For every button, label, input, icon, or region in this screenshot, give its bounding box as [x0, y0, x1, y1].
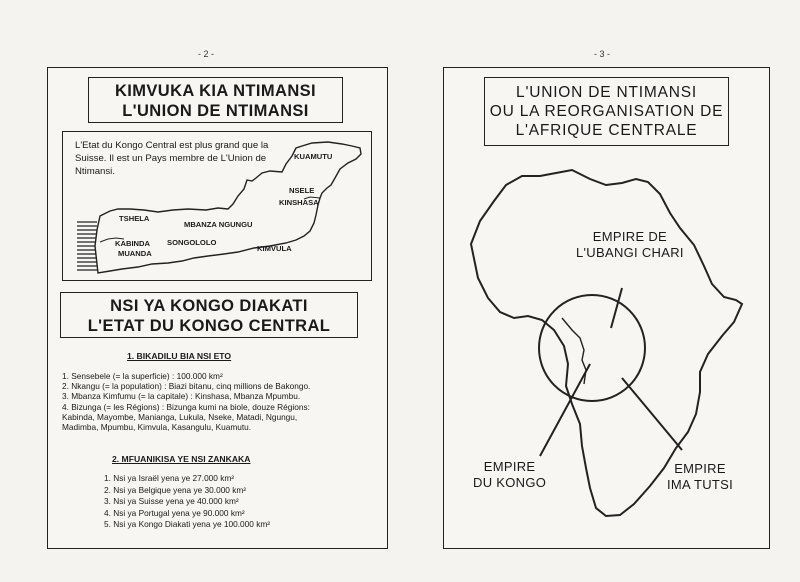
place-nsele: NSELE	[289, 186, 315, 195]
left-subtitle-box	[60, 292, 358, 338]
right-page-number: - 3 -	[594, 49, 611, 59]
list-item: 5. Nsi ya Kongo Diakati yena ye 100.000 km²	[104, 519, 271, 529]
list-item: 4. Bizunga (= les Régions) : Bizunga kumi na biole, douze Régions:	[62, 401, 310, 412]
place-tshela: TSHELA	[119, 214, 150, 223]
place-kabinda: KABINDA	[115, 239, 151, 248]
label-empire-ubangi	[576, 229, 684, 261]
section2-list	[104, 473, 364, 531]
label-ubangi-line-2: L'UBANGI CHARI	[576, 245, 684, 260]
label-empire-kongo	[473, 459, 546, 491]
left-title-line-1: KIMVUKA KIA NTIMANSI	[114, 82, 317, 100]
left-title-line-2: L'UNION DE NTIMANSI	[122, 102, 309, 120]
section1-heading: 1. BIKADILU BIA NSI ETO	[127, 351, 232, 361]
label-tutsi-line-2: IMA TUTSI	[667, 477, 734, 492]
label-ubangi-line-1: EMPIRE DE	[592, 229, 668, 244]
place-kuamutu: KUAMUTU	[294, 152, 333, 161]
left-page-number: - 2 -	[198, 49, 215, 59]
list-item: Kabinda, Mayombe, Manianga, Lukula, Nseke, Matadi, Ngungu,	[62, 411, 298, 422]
left-page	[47, 67, 388, 549]
right-page	[443, 67, 770, 549]
ubangi-pointer	[611, 288, 622, 328]
place-mbanza-ngungu: MBANZA NGUNGU	[184, 220, 253, 229]
right-title-line-2: OU LA REORGANISATION DE	[489, 103, 724, 120]
tutsi-pointer	[622, 378, 682, 450]
section2-heading: 2. MFUANIKISA YE NSI ZANKAKA	[112, 454, 251, 464]
list-item: 2. Nkangu (= la population) : Biazi bitanu, cinq millions de Bakongo.	[62, 381, 311, 392]
place-muanda: MUANDA	[118, 249, 152, 258]
label-kongo-line-1: EMPIRE	[483, 459, 536, 474]
list-item: 4. Nsi ya Portugal yena ye 90.000 km²	[104, 507, 245, 518]
right-title-line-3: L'AFRIQUE CENTRALE	[515, 122, 698, 139]
label-tutsi-line-1: EMPIRE	[674, 461, 726, 476]
place-kimvula: KIMVULA	[257, 244, 292, 253]
list-item: Madimba, Mpumbu, Kimvula, Kasangulu, Kuamutu.	[62, 422, 252, 433]
left-subtitle-line-2: L'ETAT DU KONGO CENTRAL	[87, 317, 331, 335]
map-description: L'Etat du Kongo Central est plus grand que la Suisse. Il est un Pays membre de L'Union de Ntimansi.	[75, 140, 269, 177]
place-kinshasa: KINSHASA	[279, 198, 319, 207]
list-item: 3. Nsi ya Suisse yena ye 40.000 km²	[104, 496, 239, 506]
right-title-line-1: L'UNION DE NTIMANSI	[516, 84, 697, 101]
list-item: 1. Nsi ya Israël yena ye 27.000 km²	[104, 473, 235, 483]
place-songololo: SONGOLOLO	[167, 238, 217, 247]
ocean-hatching	[77, 222, 98, 270]
list-item: 1. Sensebele (= la superficie) : 100.000 km²	[62, 371, 223, 381]
label-kongo-line-2: DU KONGO	[473, 475, 547, 490]
left-subtitle-line-1: NSI YA KONGO DIAKATI	[110, 297, 308, 315]
label-empire-tutsi	[667, 461, 733, 493]
list-item: 2. Nsi ya Belgique yena ye 30.000 km²	[104, 484, 247, 495]
section1-list	[62, 371, 380, 432]
list-item: 3. Mbanza Kimfumu (= la capitale) : Kinshasa, Mbanza Mpumbu.	[62, 391, 301, 402]
